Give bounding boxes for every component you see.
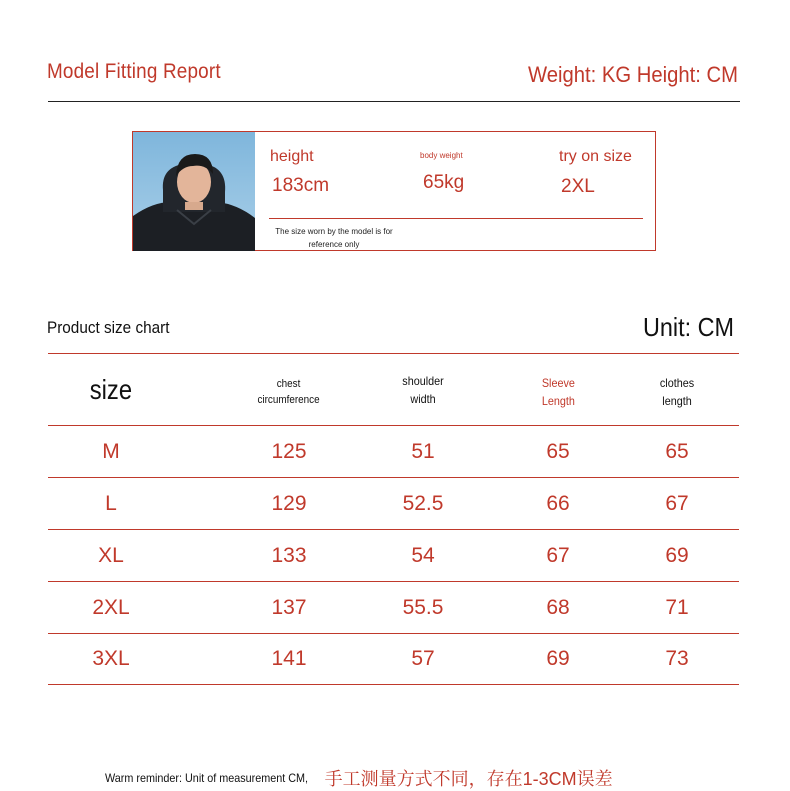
weight-value: 65kg [423,172,465,193]
table-row [48,477,739,529]
card-divider [269,218,643,219]
try-on-size-label: try on size [559,148,632,165]
header-shoulder-line1: shoulder [402,373,444,388]
header-divider [48,101,740,102]
reference-note: The size worn by the model is for reference only [275,227,393,249]
footer-reminder [105,766,613,790]
table-row [48,529,739,581]
header-chest [224,354,354,425]
header-sleeve-label [541,374,574,410]
table-header-row [48,353,739,425]
cell-chest: 137 [271,595,307,619]
weight-label: body weight [420,151,463,160]
cell-shoulder: 57 [411,647,435,670]
cell-length: 65 [665,439,689,463]
header-sleeve-line2: Length [541,394,575,408]
size-chart-unit: Unit: CM [643,312,735,342]
header-shoulder-line2: width [410,391,436,406]
cell-shoulder: 52.5 [402,491,444,515]
header-chest-line2: circumference [257,394,321,406]
cell-sleeve: 69 [546,647,570,670]
cell-length: 71 [665,595,689,619]
cell-chest: 133 [271,543,307,567]
reminder-english: Warm reminder: Unit of measurement CM, [105,771,309,785]
reminder-chinese: 手工测量方式不同，存在1-3CM误差 [324,769,613,789]
header-chest-label [258,376,320,408]
model-photo [133,132,255,251]
cell-length: 69 [665,543,689,567]
cell-length: 73 [665,647,689,670]
size-chart-title: Product size chart [47,318,170,337]
header-size-label: size [89,373,133,405]
cell-sleeve: 67 [546,543,570,567]
table-row [48,425,739,477]
cell-size: 3XL [92,647,130,670]
cell-size: M [102,439,120,463]
header-shoulder [364,354,482,425]
cell-chest: 141 [271,647,307,670]
header-sleeve [498,354,618,425]
header-length-line2: length [662,394,692,408]
table-row [48,581,739,633]
header-length-label [660,374,694,410]
size-table [48,353,739,685]
cell-size: XL [98,543,124,567]
cell-chest: 129 [271,491,307,515]
cell-size: L [105,491,117,515]
header-size [48,354,174,425]
cell-shoulder: 54 [411,543,435,567]
height-value: 183cm [272,175,330,196]
header-length-line1: clothes [659,376,695,390]
report-units: Weight: KG Height: CM [528,62,738,87]
cell-length: 67 [665,491,689,515]
model-info-card [132,131,656,251]
cell-sleeve: 65 [546,439,570,463]
cell-shoulder: 51 [411,439,435,463]
header-length [618,354,736,425]
cell-chest: 125 [271,439,307,463]
model-photo-illustration [133,132,255,251]
try-on-size-value: 2XL [561,176,595,197]
cell-shoulder: 55.5 [402,595,444,619]
cell-sleeve: 68 [546,595,570,619]
cell-sleeve: 66 [546,491,570,515]
table-row [48,633,739,685]
header-shoulder-label [402,372,443,408]
cell-size: 2XL [92,595,130,619]
report-title: Model Fitting Report [47,60,221,83]
height-label: height [270,148,314,165]
header-sleeve-line1: Sleeve [541,376,575,390]
header-chest-line1: chest [277,378,301,390]
